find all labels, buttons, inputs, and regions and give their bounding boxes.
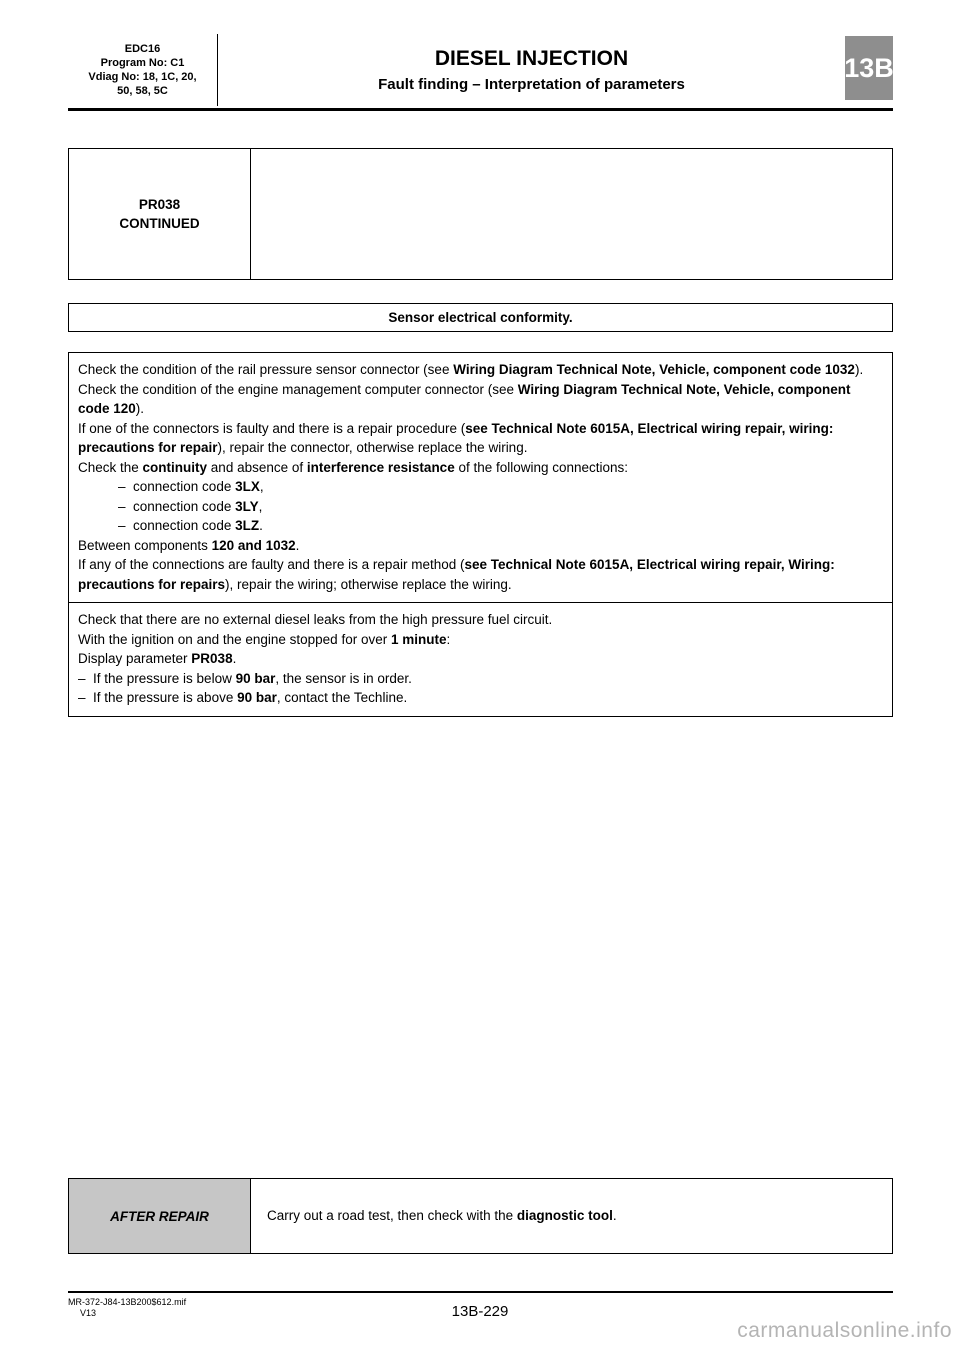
parameter-empty-cell: [251, 149, 892, 279]
paragraph: If one of the connectors is faulty and there is a repair procedure (see Technical Note 6015A, Electrical wiring repair, wiring: precautions for repair), repair the connector, otherwise replace the wiring.: [78, 420, 834, 455]
paragraph: Check that there are no external diesel leaks from the high pressure fuel circuit.: [78, 612, 553, 627]
after-repair-instruction: [251, 1179, 892, 1253]
header-rule: [68, 108, 893, 111]
after-repair-label: AFTER REPAIR: [69, 1179, 251, 1253]
parameter-name: PR038: [138, 197, 181, 212]
parameter-continued-table: [68, 148, 893, 280]
paragraph: Check the continuity and absence of interference resistance of the following connections:: [78, 459, 629, 475]
paragraph: – connection code 3LZ.: [118, 518, 263, 533]
footer-page-number: 13B-229: [451, 1303, 509, 1320]
section-heading-box: [68, 303, 893, 332]
after-repair-table: [68, 1178, 893, 1254]
ref-line-program: Program No: C1: [100, 57, 185, 69]
paragraph: Check the condition of the engine management computer connector (see Wiring Diagram Technical Note, Vehicle, component code 120).: [78, 381, 851, 416]
ref-line-vdiag: Vdiag No: 18, 1C, 20,: [88, 71, 197, 83]
pressure-check-box: [68, 602, 893, 717]
paragraph: – connection code 3LX,: [118, 479, 264, 494]
footer-filename: MR-372-J84-13B200$612.mif: [68, 1297, 187, 1307]
paragraph: – If the pressure is above 90 bar, contact the Techline.: [78, 690, 408, 705]
title-block: [218, 34, 845, 106]
parameter-continued-cell: [69, 149, 251, 279]
ref-line-system: EDC16: [124, 43, 161, 55]
ref-line-vdiag-cont: 50, 58, 5C: [117, 85, 168, 97]
section-heading: Sensor electrical conformity.: [388, 310, 573, 325]
paragraph: Between components 120 and 1032.: [78, 537, 300, 553]
page-header: [68, 34, 893, 106]
footer-version: V13: [80, 1308, 97, 1318]
page-subtitle: Fault finding – Interpretation of parameters: [378, 76, 685, 93]
section-code-badge: 13B: [845, 36, 893, 100]
paragraph: Display parameter PR038.: [78, 651, 237, 666]
connector-check-box: [68, 352, 893, 603]
footer-rule: [68, 1291, 893, 1293]
program-reference-block: [68, 34, 217, 106]
procedure-stack: [68, 352, 893, 717]
after-repair-text: Carry out a road test, then check with the diagnostic tool.: [267, 1208, 617, 1224]
watermark: carmanualsonline.info: [737, 1319, 952, 1342]
paragraph: Check the condition of the rail pressure sensor connector (see Wiring Diagram Technical Note, Vehicle, component code 1032).: [78, 362, 864, 377]
parameter-status: CONTINUED: [119, 216, 200, 231]
paragraph: – connection code 3LY,: [118, 498, 263, 514]
paragraph: If any of the connections are faulty and there is a repair method (see Technical Note 6015A, Electrical wiring repair, Wiring: precautions for repairs), repair the wiring; otherwise replace the wiring.: [78, 557, 835, 592]
paragraph: With the ignition on and the engine stopped for over 1 minute:: [78, 631, 451, 647]
paragraph: – If the pressure is below 90 bar, the sensor is in order.: [78, 670, 412, 686]
page-title: DIESEL INJECTION: [434, 47, 629, 70]
